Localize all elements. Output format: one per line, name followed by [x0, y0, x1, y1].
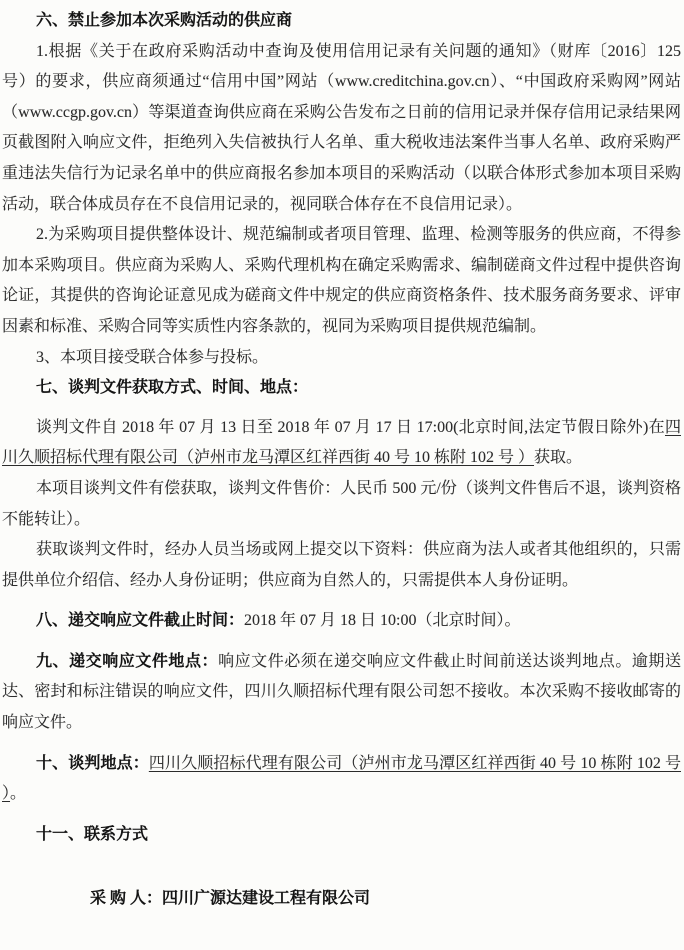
purchaser-name: 四川广源达建设工程有限公司 — [162, 890, 371, 908]
section-9-delivery-text: 响应文件必须在递交响应文件截止时间前送达谈判地点。逾期送达、密封和标注错误的响应文件，四川久顺招标代理有限公司恕不接收。本次采购不接收邮寄的响应文件。 — [2, 652, 681, 732]
section-10-line — [2, 749, 681, 810]
section-7-heading: 七、谈判文件获取方式、时间、地点： — [36, 379, 309, 397]
section-8-line — [2, 606, 681, 637]
section-10-tail: 。 — [10, 785, 27, 803]
section-6-para-credit-record: 1.根据《关于在政府采购活动中查询及使用信用记录有关问题的通知》（财库〔2016〕125 号）的要求，供应商须通过“信用中国”网站（www.creditchina.gov.cn）、“中国政府采购网”网站（www.ccgp.gov.cn）等渠道查询供应商在采购公告发布之日前的信用记录并保存信用记录结果网页截图附入响应文件，拒绝列入失信被执行人名单、重大税收违法案件当事人名单、政府采购严重违法失信行为记录名单中的供应商报名参加本项目的采购活动（以联合体形式参加本项目采购活动，联合体成员存在不良信用记录的，视同联合体存在不良信用记录）。 — [2, 42, 681, 213]
section-8-label: 八、递交响应文件截止时间： — [36, 612, 245, 630]
section-8-deadline-text: 2018 年 07 月 18 日 10:00（北京时间）。 — [244, 612, 521, 630]
section-7-para-price: 本项目谈判文件有偿获取，谈判文件售价：人民币 500 元/份（谈判文件售后不退，谈判资格不能转让）。 — [2, 479, 681, 528]
purchaser-label: 采 购 人： — [90, 890, 163, 908]
section-10-label: 十、谈判地点： — [36, 754, 149, 772]
section-7-para-materials: 获取谈判文件时，经办人员当场或网上提交以下资料：供应商为法人或者其他组织的，只需提供单位介绍信、经办人身份证明；供应商为自然人的，只需提供本人身份证明。 — [2, 541, 681, 589]
section-6-para-design-services: 2.为采购项目提供整体设计、规范编制或者项目管理、监理、检测等服务的供应商，不得参加本采购项目。供应商为采购人、采购代理机构在确定采购需求、编制磋商文件过程中提供咨询论证，其提供的咨询论证意见成为磋商文件中规定的供应商资格条件、技术服务商务要求、评审因素和标准、采购合同等实质性内容条款的，视同为采购项目提供规范编制。 — [2, 226, 681, 335]
section-6-heading: 六、禁止参加本次采购活动的供应商 — [36, 12, 293, 29]
agency-address-underlined: 四川久顺招标代理有限公司（泸州市龙马潭区红祥西街 40 号 10 栋附 102 号 ） — [2, 418, 681, 467]
section-9-label: 九、递交响应文件地点： — [36, 652, 219, 670]
purchaser-line — [2, 884, 681, 915]
obtain-time-text: 谈判文件自 2018 年 07 月 13 日至 2018 年 07 月 17 日 17:00(北京时间,法定节假日除外)在 — [36, 418, 665, 436]
obtain-tail-text: 获取。 — [534, 449, 583, 467]
negotiation-address-underlined: 四川久顺招标代理有限公司（泸州市龙马潭区红祥西街 40 号 10 栋附 102 号 ） — [2, 754, 681, 803]
section-11-heading: 十一、联系方式 — [36, 825, 149, 843]
section-6-para-consortium: 3、本项目接受联合体参与投标。 — [36, 348, 269, 366]
section-9-line — [2, 647, 681, 739]
section-7-para-obtain-time — [2, 413, 681, 474]
